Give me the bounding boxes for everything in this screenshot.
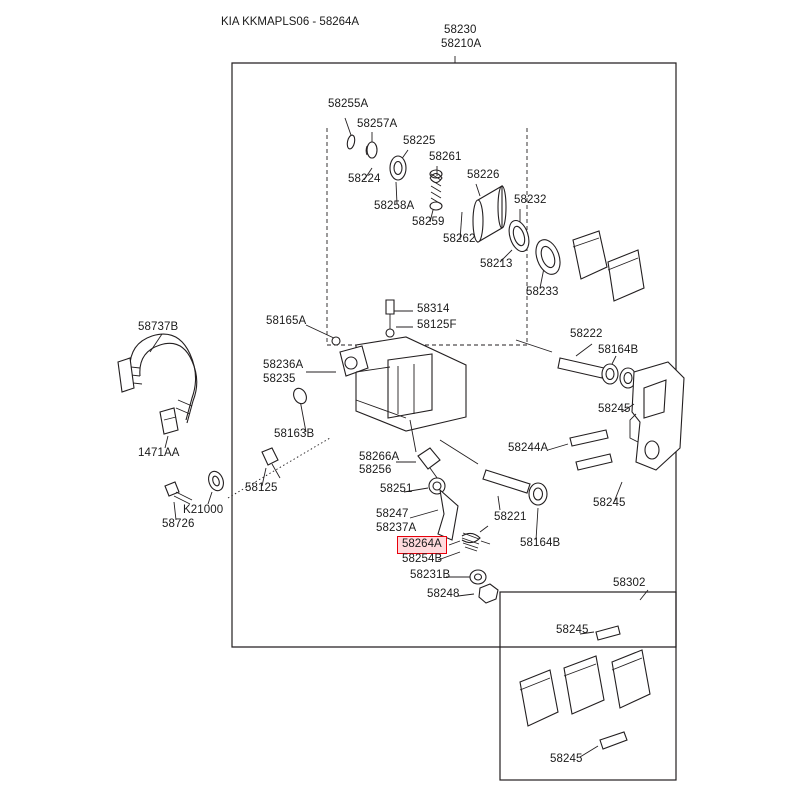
- part-label-58248: 58248: [427, 588, 460, 600]
- part-label-58164B-lower: 58164B: [520, 537, 561, 549]
- part-label-58262: 58262: [443, 233, 476, 245]
- leader-58165A: [306, 325, 336, 339]
- leader-58222: [576, 344, 592, 356]
- part-58247-bracket: [438, 490, 458, 540]
- part-label-58125: 58125: [245, 482, 278, 494]
- part-58266A-bleeder: [418, 448, 440, 482]
- leader-K21000: [208, 492, 212, 504]
- leader-58248: [458, 594, 474, 596]
- part-58163B-cap: [291, 386, 309, 406]
- part-label-58259: 58259: [412, 216, 445, 228]
- leader-58245-inset-bottom: [580, 746, 598, 757]
- leader-58264A: [449, 541, 460, 545]
- part-brake-pad-upper-1: [573, 231, 607, 279]
- part-58233-boot: [532, 236, 565, 277]
- part-58222-guide-pin: [558, 358, 636, 388]
- part-58226-piston: [473, 186, 506, 242]
- part-label-58210A: 58210A: [441, 38, 482, 50]
- part-label-58258A: 58258A: [374, 200, 415, 212]
- part-label-58266A: 58266A: [359, 451, 400, 463]
- part-58231B-washer: [470, 570, 486, 584]
- part-label-58245-inset-bottom: 58245: [550, 753, 583, 765]
- part-label-58244A: 58244A: [508, 442, 549, 454]
- part-label-58236A: 58236A: [263, 359, 304, 371]
- assembly-axis-left: [228, 438, 330, 498]
- inset-pad-clip-bottom: [600, 732, 627, 749]
- leader-58233: [540, 268, 544, 288]
- part-brake-pad-upper-2: [608, 250, 644, 301]
- part-label-58226: 58226: [467, 169, 500, 181]
- part-label-58302: 58302: [613, 577, 646, 589]
- part-58257A-cap: [367, 142, 377, 158]
- part-58264A-spring: [462, 526, 490, 551]
- part-label-58231B: 58231B: [410, 569, 451, 581]
- leader-58164B: [612, 356, 616, 364]
- part-label-58237A: 58237A: [376, 522, 417, 534]
- part-58221-guide-pin: [483, 470, 547, 505]
- part-label-58230: 58230: [444, 24, 477, 36]
- part-label-58247: 58247: [376, 508, 409, 520]
- leader-58737B: [150, 334, 162, 352]
- inset-brake-pad-2: [564, 656, 604, 714]
- part-label-58726: 58726: [162, 518, 195, 530]
- part-label-58261: 58261: [429, 151, 462, 163]
- part-label-58264A[interactable]: 58264A: [397, 536, 447, 554]
- part-label-58233: 58233: [526, 286, 559, 298]
- part-label-58163B: 58163B: [274, 428, 315, 440]
- leader-58164B-lower: [536, 508, 538, 540]
- inset-brake-pad-3: [612, 650, 650, 708]
- part-58726-bolt: [165, 482, 192, 504]
- part-label-58164B: 58164B: [598, 344, 639, 356]
- part-58244A-clip-1: [570, 430, 608, 446]
- part-label-58255A: 58255A: [328, 98, 369, 110]
- leader-guidepin-lower: [440, 440, 478, 464]
- part-label-58245-right: 58245: [598, 403, 631, 415]
- part-label-K21000: K21000: [183, 504, 224, 516]
- part-58165A-bolt: [332, 337, 340, 345]
- inset-brake-pad-1: [520, 670, 558, 726]
- part-label-58213: 58213: [480, 258, 513, 270]
- part-label-58245-lower: 58245: [593, 497, 626, 509]
- part-label-1471AA: 1471AA: [138, 447, 180, 459]
- leader-58226: [476, 184, 480, 196]
- part-label-58257A: 58257A: [357, 118, 398, 130]
- part-label-58254B: 58254B: [402, 553, 443, 565]
- part-1471AA-clip: [160, 408, 178, 434]
- part-label-58165A: 58165A: [266, 315, 307, 327]
- part-label-58232: 58232: [514, 194, 547, 206]
- part-caliper-body: [340, 337, 466, 431]
- part-58255A-bleeder: [346, 134, 356, 149]
- leader-58221: [498, 496, 500, 510]
- part-58248-nut: [479, 584, 498, 603]
- leader-58247: [410, 510, 438, 518]
- part-label-58222: 58222: [570, 328, 603, 340]
- part-58232-seal: [505, 218, 532, 254]
- part-label-58256: 58256: [359, 464, 392, 476]
- part-label-58225: 58225: [403, 135, 436, 147]
- part-label-58235: 58235: [263, 373, 296, 385]
- leader-58244A: [548, 444, 568, 450]
- part-label-58737B: 58737B: [138, 321, 179, 333]
- leader-guidepin-to-caliper: [516, 340, 552, 352]
- part-58225-washer: [390, 156, 406, 180]
- part-label-58245-inset-top: 58245: [556, 624, 589, 636]
- part-label-58224: 58224: [348, 173, 381, 185]
- part-label-58251: 58251: [380, 483, 413, 495]
- part-label-58314: 58314: [417, 303, 450, 315]
- part-58125F-washer: [386, 329, 394, 337]
- part-58244A-clip-2: [576, 454, 612, 470]
- part-58737B-hose: [118, 334, 197, 423]
- part-label-58221: 58221: [494, 511, 527, 523]
- part-58314-bolt: [386, 300, 394, 314]
- part-K21000-grommet: [206, 469, 226, 493]
- part-label-58125F: 58125F: [417, 319, 457, 331]
- part-58261-spring: [430, 170, 442, 210]
- catalog-title: KIA KKMAPLS06 - 58264A: [221, 16, 360, 28]
- inset-pad-clip-top: [596, 626, 620, 640]
